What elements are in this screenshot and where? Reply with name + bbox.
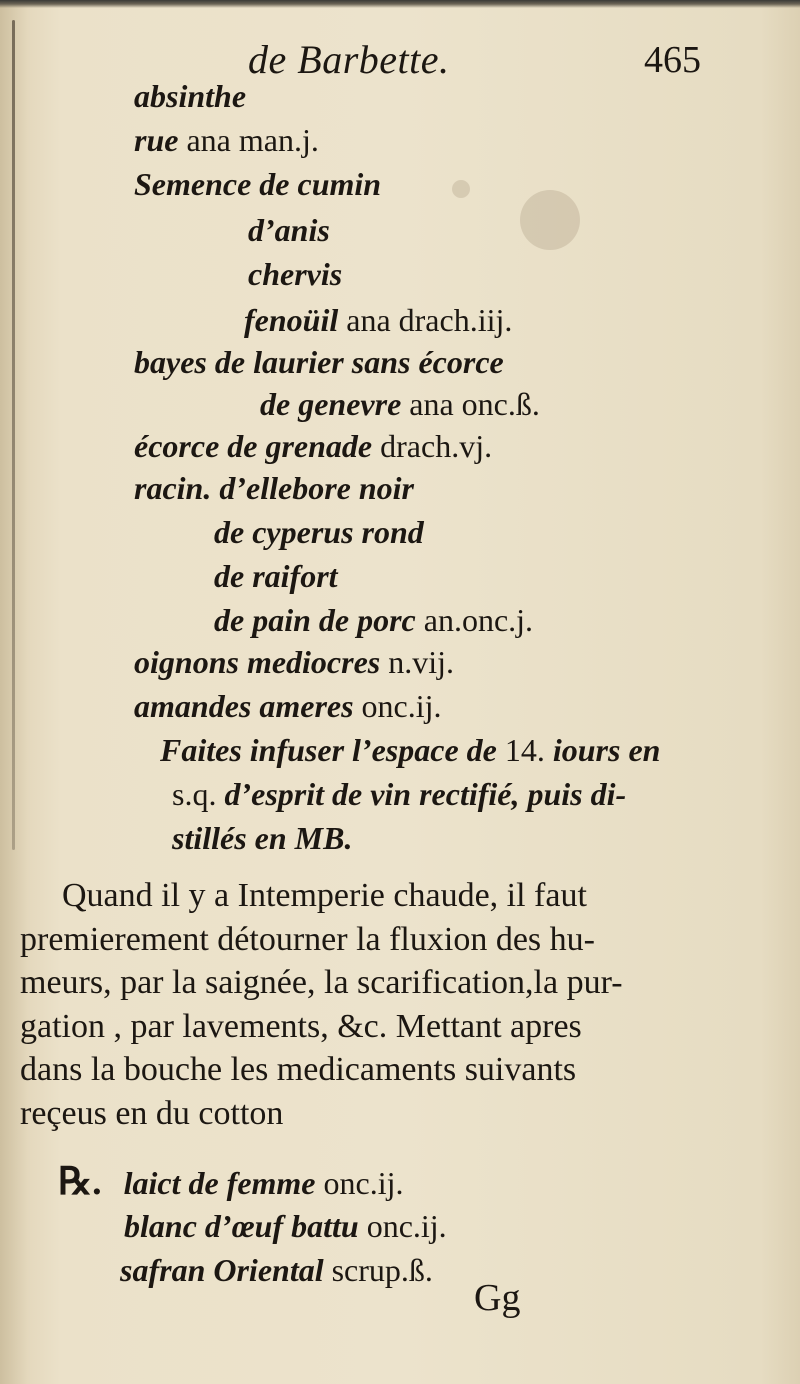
recipe-line: écorce de grenade drach.vj. bbox=[134, 428, 493, 464]
recipe-line: racin. d’ellebore noir bbox=[134, 470, 414, 506]
page-top-edge bbox=[0, 0, 800, 8]
recipe-line: de genevre ana onc.ß. bbox=[260, 386, 540, 422]
instruction-line: Faites infuser l’espace de 14. iours en bbox=[160, 732, 661, 768]
recipe-line: amandes ameres onc.ij. bbox=[134, 688, 442, 724]
paragraph-line: premierement détourner la fluxion des hu- bbox=[20, 920, 595, 958]
paper-stain bbox=[452, 180, 470, 198]
body-paragraph bbox=[20, 874, 710, 1135]
signature-mark: Gg bbox=[474, 1277, 521, 1319]
binding-gutter bbox=[12, 20, 15, 850]
paper-stain bbox=[520, 190, 580, 250]
prescription-line: safran Oriental scrup.ß. bbox=[120, 1252, 433, 1288]
page-number: 465 bbox=[644, 39, 701, 81]
recipe-line: de cyperus rond bbox=[214, 514, 424, 550]
running-header: de Barbette. bbox=[248, 37, 450, 82]
recipe-symbol: ℞. bbox=[58, 1161, 102, 1203]
instruction-line: stillés en MB. bbox=[172, 820, 353, 856]
paragraph-line: dans la bouche les medicaments suivants bbox=[20, 1051, 577, 1088]
recipe-line: absinthe bbox=[134, 78, 247, 114]
recipe-line: chervis bbox=[248, 256, 343, 292]
paragraph-line: Quand il y a Intemperie chaude, il faut bbox=[62, 877, 587, 914]
prescription-line: blanc d’œuf battu onc.ij. bbox=[124, 1208, 447, 1244]
instruction-line: s.q. d’esprit de vin rectifié, puis di- bbox=[172, 776, 627, 812]
prescription-line: ℞. laict de femme onc.ij. bbox=[58, 1161, 404, 1203]
recipe-line: oignons mediocres n.vij. bbox=[134, 644, 455, 680]
paragraph-line: meurs, par la saignée, la scarification,la pur- bbox=[20, 964, 623, 1001]
recipe-line: bayes de laurier sans écorce bbox=[134, 344, 504, 380]
paragraph-line: gation , par lavements, &c. Mettant apres bbox=[20, 1007, 582, 1045]
recipe-line: d’anis bbox=[248, 212, 330, 248]
recipe-line: de pain de porc an.onc.j. bbox=[214, 602, 534, 638]
paragraph-line: reçeus en du cotton bbox=[20, 1094, 284, 1132]
recipe-line: fenoüil ana drach.iij. bbox=[244, 302, 513, 338]
recipe-line: de raifort bbox=[214, 558, 338, 594]
recipe-line: rue ana man.j. bbox=[134, 122, 319, 158]
recipe-line: Semence de cumin bbox=[134, 166, 382, 202]
